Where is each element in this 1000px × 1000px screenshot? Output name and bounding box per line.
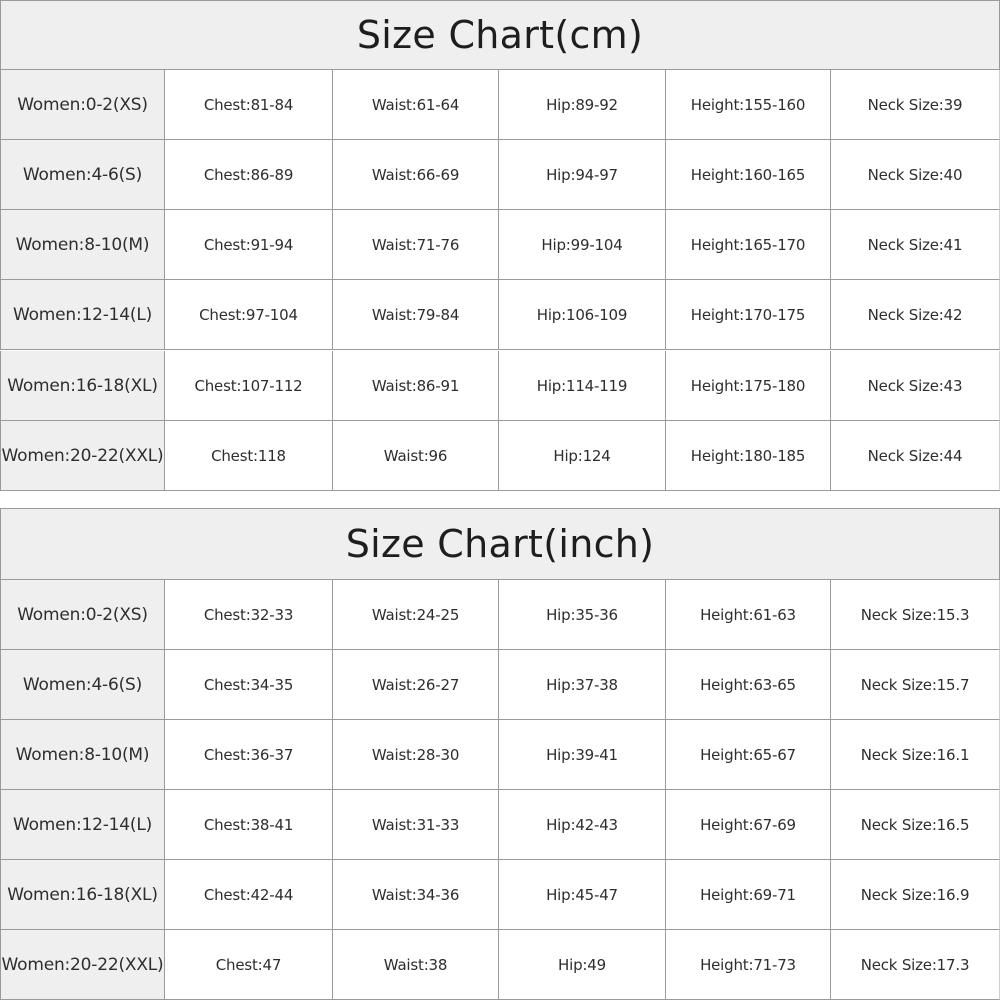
chest-cell: Chest:47 bbox=[165, 930, 333, 1000]
waist-cell: Waist:31-33 bbox=[333, 790, 499, 860]
hip-cell: Hip:99-104 bbox=[499, 210, 666, 280]
table-row bbox=[0, 790, 1000, 860]
neck-size-cell: Neck Size:15.3 bbox=[831, 580, 1000, 650]
hip-cell: Hip:94-97 bbox=[499, 140, 666, 210]
hip-cell: Hip:89-92 bbox=[499, 70, 666, 140]
waist-cell: Waist:61-64 bbox=[333, 70, 499, 140]
table-row bbox=[0, 720, 1000, 790]
table-row bbox=[0, 930, 1000, 1000]
size-label: Women:16-18(XL) bbox=[0, 351, 165, 421]
size-label: Women:16-18(XL) bbox=[0, 860, 165, 930]
neck-size-cell: Neck Size:42 bbox=[831, 280, 1000, 350]
height-cell: Height:180-185 bbox=[666, 421, 831, 491]
hip-cell: Hip:45-47 bbox=[499, 860, 666, 930]
neck-size-cell: Neck Size:15.7 bbox=[831, 650, 1000, 720]
size-label: Women:0-2(XS) bbox=[0, 580, 165, 650]
hip-cell: Hip:49 bbox=[499, 930, 666, 1000]
size-label: Women:8-10(M) bbox=[0, 720, 165, 790]
waist-cell: Waist:96 bbox=[333, 421, 499, 491]
height-cell: Height:71-73 bbox=[666, 930, 831, 1000]
height-cell: Height:165-170 bbox=[666, 210, 831, 280]
chest-cell: Chest:81-84 bbox=[165, 70, 333, 140]
neck-size-cell: Neck Size:40 bbox=[831, 140, 1000, 210]
table-row bbox=[0, 421, 1000, 491]
size-label: Women:8-10(M) bbox=[0, 210, 165, 280]
hip-cell: Hip:39-41 bbox=[499, 720, 666, 790]
table-row bbox=[0, 140, 1000, 210]
neck-size-cell: Neck Size:16.9 bbox=[831, 860, 1000, 930]
table-row bbox=[0, 351, 1000, 421]
size-label: Women:0-2(XS) bbox=[0, 70, 165, 140]
hip-cell: Hip:106-109 bbox=[499, 280, 666, 350]
height-cell: Height:63-65 bbox=[666, 650, 831, 720]
waist-cell: Waist:86-91 bbox=[333, 351, 499, 421]
table-row bbox=[0, 280, 1000, 350]
neck-size-cell: Neck Size:44 bbox=[831, 421, 1000, 491]
size-label: Women:12-14(L) bbox=[0, 280, 165, 350]
chest-cell: Chest:36-37 bbox=[165, 720, 333, 790]
chest-cell: Chest:86-89 bbox=[165, 140, 333, 210]
waist-cell: Waist:34-36 bbox=[333, 860, 499, 930]
section-divider bbox=[0, 493, 1000, 508]
chart-title: Size Chart(inch) bbox=[0, 508, 1000, 580]
size-label: Women:20-22(XXL) bbox=[0, 421, 165, 491]
height-cell: Height:69-71 bbox=[666, 860, 831, 930]
table-row bbox=[0, 70, 1000, 140]
chest-cell: Chest:91-94 bbox=[165, 210, 333, 280]
height-cell: Height:160-165 bbox=[666, 140, 831, 210]
table-row bbox=[0, 580, 1000, 650]
hip-cell: Hip:124 bbox=[499, 421, 666, 491]
height-cell: Height:61-63 bbox=[666, 580, 831, 650]
waist-cell: Waist:26-27 bbox=[333, 650, 499, 720]
chest-cell: Chest:32-33 bbox=[165, 580, 333, 650]
height-cell: Height:175-180 bbox=[666, 351, 831, 421]
hip-cell: Hip:35-36 bbox=[499, 580, 666, 650]
table-row bbox=[0, 210, 1000, 280]
waist-cell: Waist:24-25 bbox=[333, 580, 499, 650]
size-label: Women:12-14(L) bbox=[0, 790, 165, 860]
waist-cell: Waist:28-30 bbox=[333, 720, 499, 790]
height-cell: Height:155-160 bbox=[666, 70, 831, 140]
neck-size-cell: Neck Size:16.5 bbox=[831, 790, 1000, 860]
chest-cell: Chest:42-44 bbox=[165, 860, 333, 930]
waist-cell: Waist:71-76 bbox=[333, 210, 499, 280]
hip-cell: Hip:42-43 bbox=[499, 790, 666, 860]
hip-cell: Hip:114-119 bbox=[499, 351, 666, 421]
neck-size-cell: Neck Size:41 bbox=[831, 210, 1000, 280]
size-label: Women:4-6(S) bbox=[0, 650, 165, 720]
chest-cell: Chest:38-41 bbox=[165, 790, 333, 860]
neck-size-cell: Neck Size:16.1 bbox=[831, 720, 1000, 790]
neck-size-cell: Neck Size:43 bbox=[831, 351, 1000, 421]
size-chart-inch bbox=[0, 508, 1000, 1000]
hip-cell: Hip:37-38 bbox=[499, 650, 666, 720]
chest-cell: Chest:118 bbox=[165, 421, 333, 491]
height-cell: Height:170-175 bbox=[666, 280, 831, 350]
chest-cell: Chest:34-35 bbox=[165, 650, 333, 720]
table-row bbox=[0, 650, 1000, 720]
chart-title: Size Chart(cm) bbox=[0, 0, 1000, 70]
size-chart-cm bbox=[0, 0, 1000, 493]
height-cell: Height:65-67 bbox=[666, 720, 831, 790]
neck-size-cell: Neck Size:17.3 bbox=[831, 930, 1000, 1000]
waist-cell: Waist:79-84 bbox=[333, 280, 499, 350]
size-label: Women:20-22(XXL) bbox=[0, 930, 165, 1000]
neck-size-cell: Neck Size:39 bbox=[831, 70, 1000, 140]
chest-cell: Chest:107-112 bbox=[165, 351, 333, 421]
height-cell: Height:67-69 bbox=[666, 790, 831, 860]
waist-cell: Waist:66-69 bbox=[333, 140, 499, 210]
table-row bbox=[0, 860, 1000, 930]
chest-cell: Chest:97-104 bbox=[165, 280, 333, 350]
waist-cell: Waist:38 bbox=[333, 930, 499, 1000]
size-label: Women:4-6(S) bbox=[0, 140, 165, 210]
